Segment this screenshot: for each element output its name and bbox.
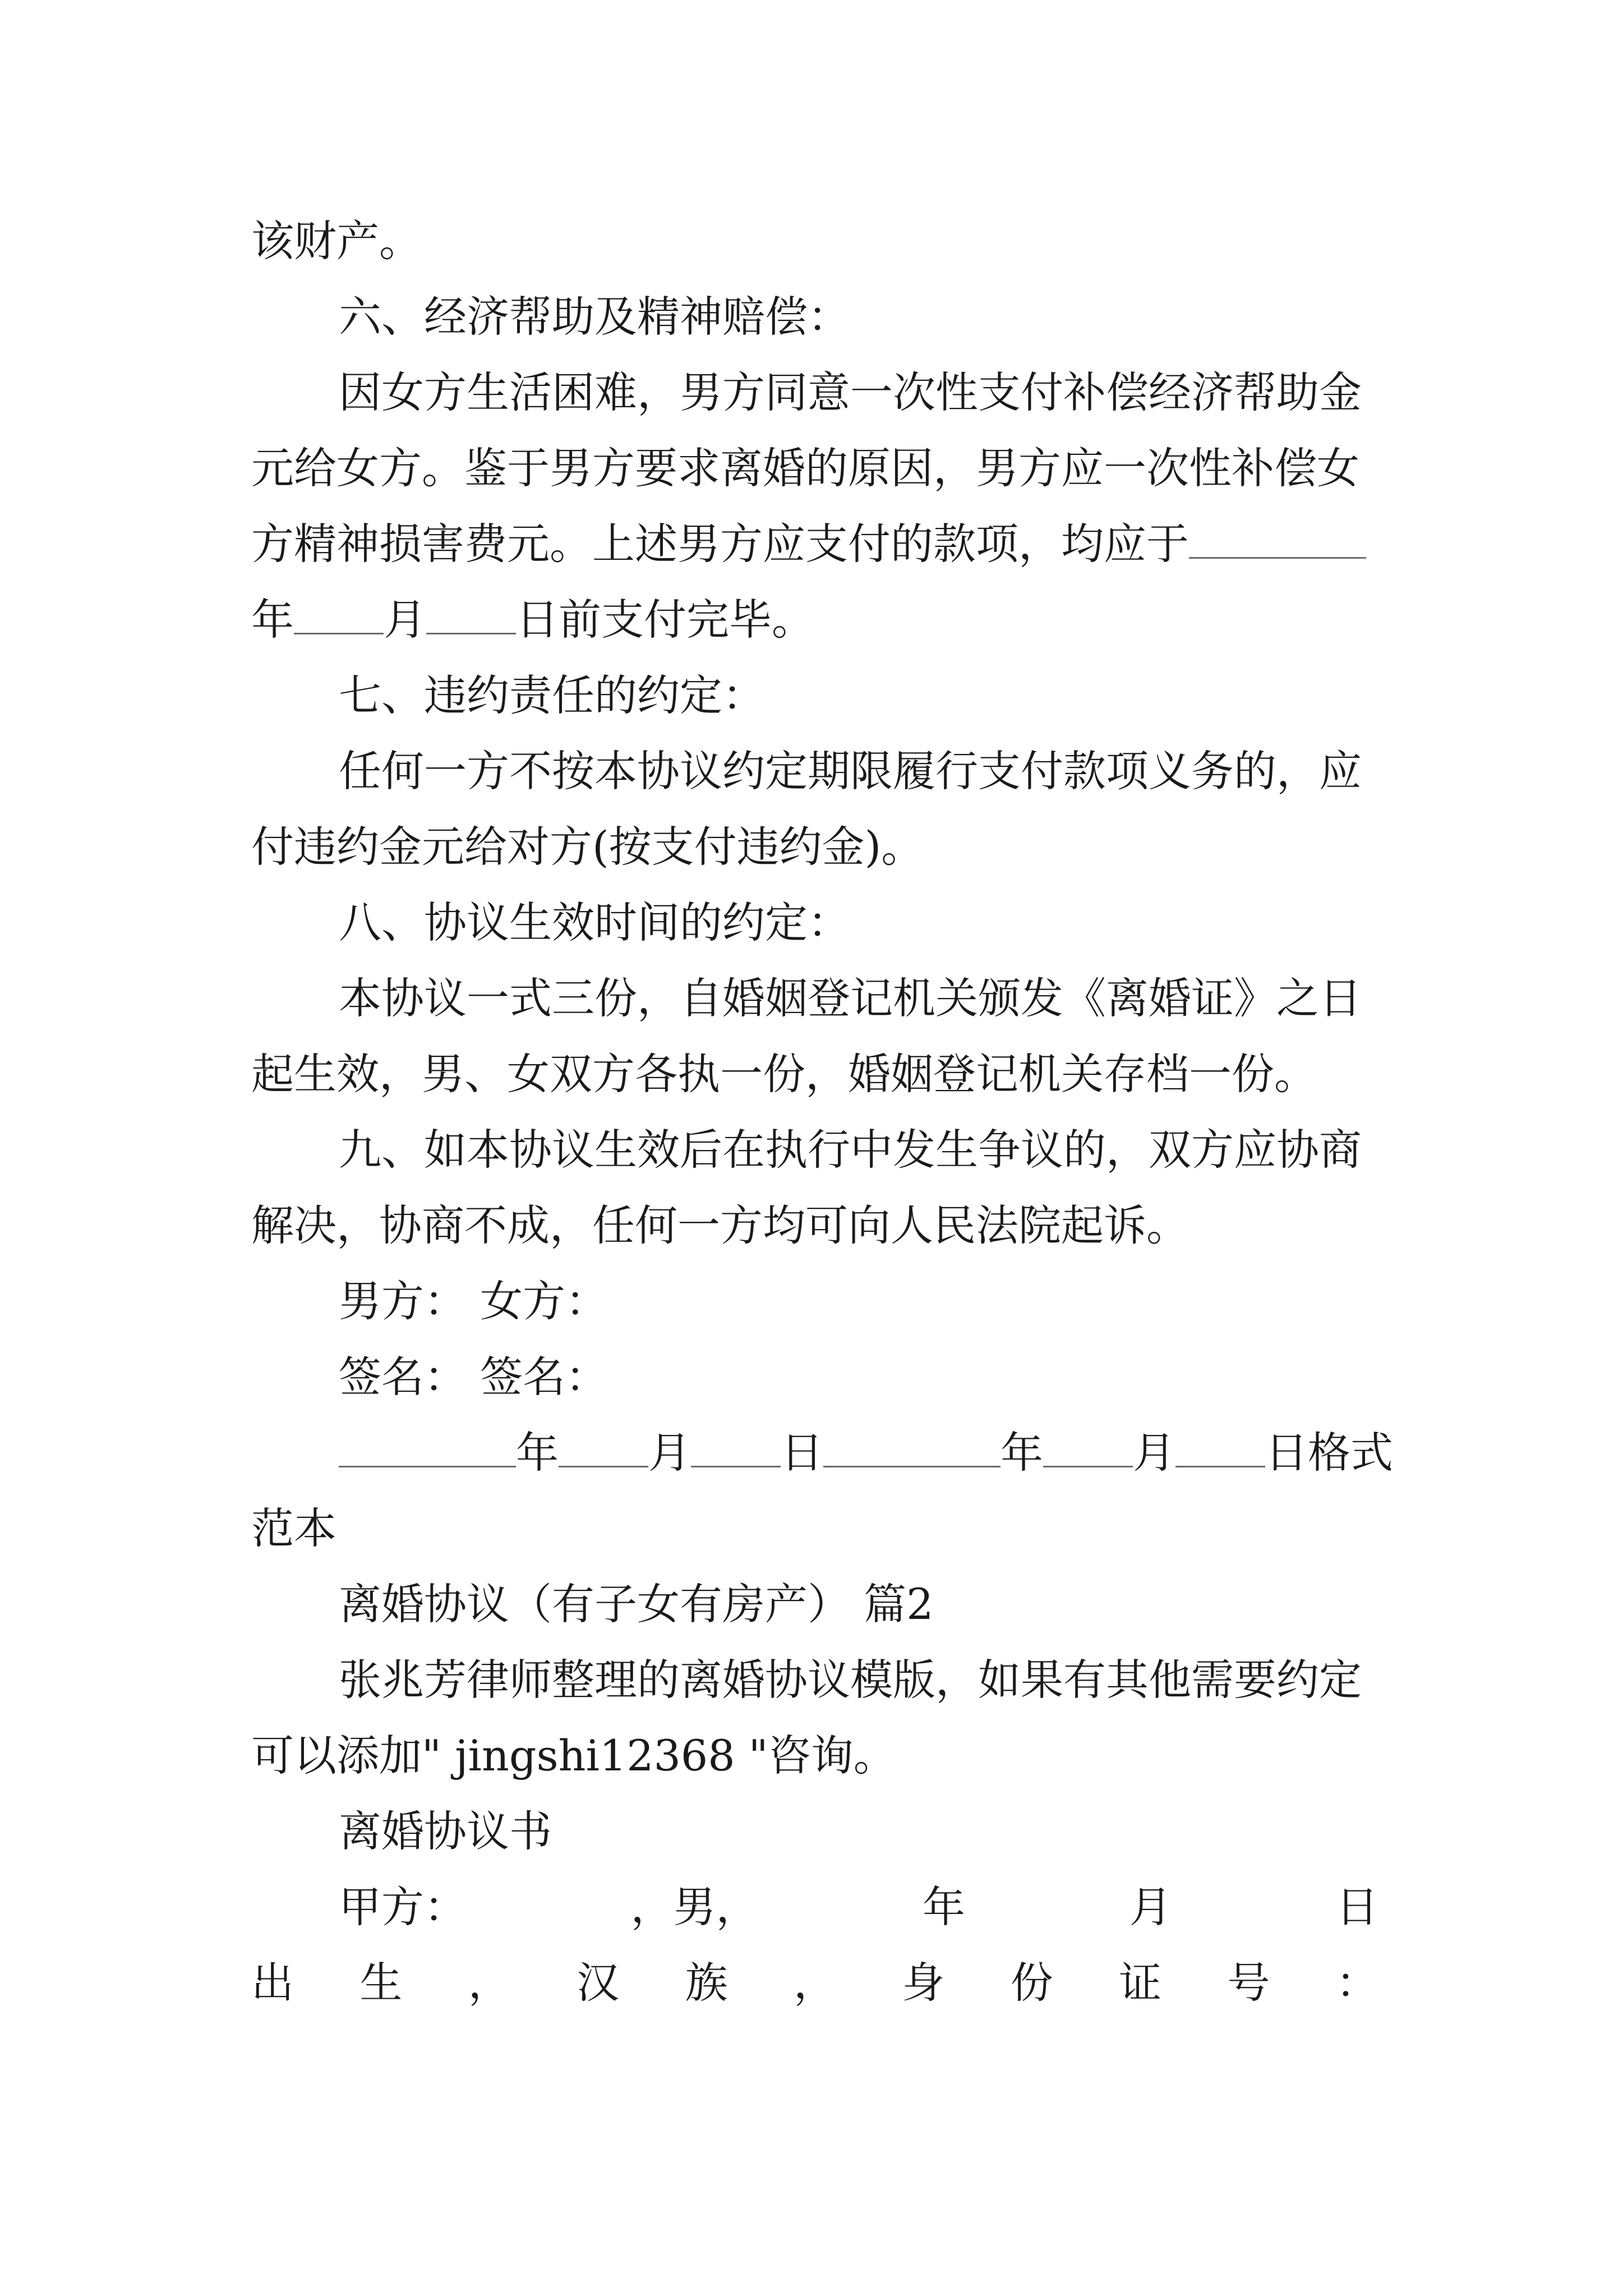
fill-in-blank <box>294 589 384 634</box>
fill-in-blank <box>559 1422 648 1467</box>
year-label: 年 <box>1000 1428 1043 1478</box>
month-label: 月 <box>648 1428 691 1478</box>
party-labels: 男方： 女方： <box>339 1276 608 1326</box>
paragraph-line: 可以添加" jingshi12368 "咨询。 <box>251 1731 896 1780</box>
fill-in-blank <box>339 1422 516 1467</box>
paragraph-line: 张兆芳律师整理的离婚协议模版，如果有其他需要约定 <box>339 1655 1362 1705</box>
char: 族 <box>685 1958 728 2008</box>
fill-in-blank <box>1175 1422 1265 1467</box>
paragraph-line: 付违约金元给对方(按支付违约金)。 <box>251 822 924 872</box>
paragraph-line: 该财产。 <box>251 216 422 266</box>
year-label: 年 <box>923 1882 965 1932</box>
char: 号 <box>1227 1958 1270 2008</box>
section-heading-seven: 七、违约责任的约定： <box>339 670 765 720</box>
year-label: 年 <box>516 1428 559 1478</box>
paragraph-text: 方精神损害费元。上述男方应支付的款项，均应于 <box>251 519 1189 569</box>
year-label: 年 <box>251 595 294 645</box>
section-title: 离婚协议（有子女有房产） 篇2 <box>339 1579 934 1629</box>
party-a-label: 甲方： <box>339 1882 467 1932</box>
birth-id-line <box>251 1952 1378 2014</box>
paragraph-line: 因女方生活困难，男方同意一次性支付补偿经济帮助金 <box>339 367 1362 417</box>
fill-in-blank <box>1043 1422 1133 1467</box>
section-heading-nine: 九、如本协议生效后在执行中发生争议的，双方应协商 <box>339 1125 1362 1175</box>
payment-deadline-line <box>251 589 1378 651</box>
fill-in-blank <box>426 589 516 634</box>
char: ， <box>793 1958 836 2008</box>
char: 身 <box>902 1958 945 2008</box>
signature-labels: 签名： 签名： <box>339 1352 608 1402</box>
paragraph-line: 本协议一式三份，自婚姻登记机关颁发《离婚证》之日 <box>339 973 1362 1023</box>
paragraph-line: 解决，协商不成，任何一方均可向人民法院起诉。 <box>251 1200 1189 1250</box>
day-label: 日 <box>781 1428 823 1478</box>
paragraph-text: 日前支付完毕。 <box>516 595 814 645</box>
document-title: 离婚协议书 <box>339 1806 552 1856</box>
paragraph-line: 任何一方不按本协议约定期限履行支付款项义务的，应 <box>339 746 1362 796</box>
char: 生 <box>359 1958 403 2008</box>
paragraph-line: 起生效，男、女双方各执一份，婚姻登记机关存档一份。 <box>251 1049 1317 1099</box>
day-label: 日 <box>1336 1882 1378 1932</box>
party-a-line <box>339 1876 1378 1938</box>
section-heading-six: 六、经济帮助及精神赔偿： <box>339 292 850 342</box>
char: 出 <box>251 1958 294 2008</box>
fill-in-blank <box>823 1422 1000 1467</box>
signature-date-line <box>339 1422 1393 1484</box>
char: 证 <box>1119 1958 1162 2008</box>
section-heading-eight: 八、协议生效时间的约定： <box>339 898 850 947</box>
day-label: 日格式 <box>1265 1428 1393 1478</box>
char: ： <box>1335 1958 1378 2008</box>
month-label: 月 <box>1133 1428 1175 1478</box>
char: ， <box>468 1958 511 2008</box>
char: 份 <box>1010 1958 1053 2008</box>
paragraph-line: 范本 <box>251 1503 336 1553</box>
paragraph-line <box>251 513 1378 575</box>
gender-text: ，男， <box>630 1882 759 1932</box>
fill-in-blank <box>691 1422 781 1467</box>
month-label: 月 <box>1129 1882 1172 1932</box>
paragraph-line: 元给女方。鉴于男方要求离婚的原因，男方应一次性补偿女 <box>251 443 1359 493</box>
char: 汉 <box>577 1958 620 2008</box>
month-label: 月 <box>384 595 426 645</box>
fill-in-blank <box>1189 513 1366 559</box>
